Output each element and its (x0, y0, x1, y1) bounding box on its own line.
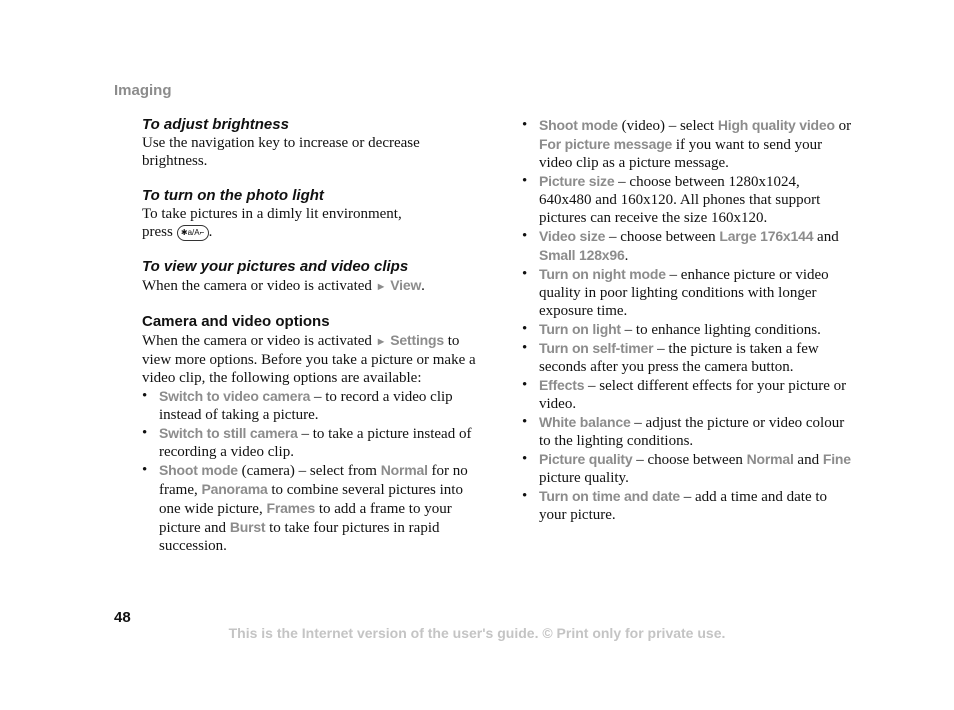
brightness-heading: To adjust brightness (142, 116, 289, 133)
star-key-icon: ✱a/A⌐ (177, 225, 209, 241)
list-item: • Turn on night mode – enhance picture or video quality in poor lighting conditions with longer exposure time. (522, 265, 852, 320)
section-header: Imaging (114, 82, 172, 99)
list-item: • Video size – choose between Large 176x144 and Small 128x96. (522, 227, 852, 265)
options-heading: Camera and video options (142, 313, 330, 330)
menu-item-view: View (390, 277, 422, 293)
photo-light-heading: To turn on the photo light (142, 187, 324, 204)
left-column (142, 116, 477, 555)
view-text: When the camera or video is activated ► View. (142, 277, 425, 294)
list-item: • Shoot mode (video) – select High quality video or For picture message if you want to send your video clip as a picture message. (522, 116, 852, 172)
right-options-list (522, 116, 852, 524)
list-item: • Switch to still camera – to take a picture instead of recording a video clip. (142, 424, 477, 461)
list-item: • Picture size – choose between 1280x1024, 640x480 and 160x120. All phones that support pictures can receive the size 160x120. (522, 172, 852, 227)
right-column (522, 116, 852, 524)
list-item: • White balance – adjust the picture or video colour to the lighting conditions. (522, 413, 852, 450)
arrow-right-icon: ► (375, 281, 387, 293)
list-item: • Effects – select different effects for your picture or video. (522, 376, 852, 413)
menu-item-settings: Settings (390, 332, 444, 348)
list-item: • Turn on time and date – add a time and date to your picture. (522, 487, 852, 524)
list-item: • Shoot mode (camera) – select from Normal for no frame, Panorama to combine several pictures into one wide picture, Frames to add a frame to your picture and Burst to take four pictures in rapid succession. (142, 461, 477, 555)
photo-light-text: To take pictures in a dimly lit environment, press ✱a/A⌐ . (142, 206, 402, 240)
brightness-text: Use the navigation key to increase or decrease brightness. (142, 135, 420, 169)
list-item: • Turn on light – to enhance lighting conditions. (522, 320, 852, 339)
options-text: When the camera or video is activated ► Settings to view more options. Before you take a picture or make a video clip, the following options are available: (142, 332, 476, 386)
list-item: • Switch to video camera – to record a video clip instead of taking a picture. (142, 387, 477, 424)
view-heading: To view your pictures and video clips (142, 258, 409, 275)
list-item: • Picture quality – choose between Normal and Fine picture quality. (522, 450, 852, 487)
arrow-right-icon: ► (375, 336, 387, 348)
list-item: • Turn on self-timer – the picture is taken a few seconds after you press the camera button. (522, 339, 852, 376)
left-options-list (142, 387, 477, 555)
page-number: 48 (114, 609, 131, 626)
footer-notice: This is the Internet version of the user's guide. © Print only for private use. (228, 625, 726, 641)
